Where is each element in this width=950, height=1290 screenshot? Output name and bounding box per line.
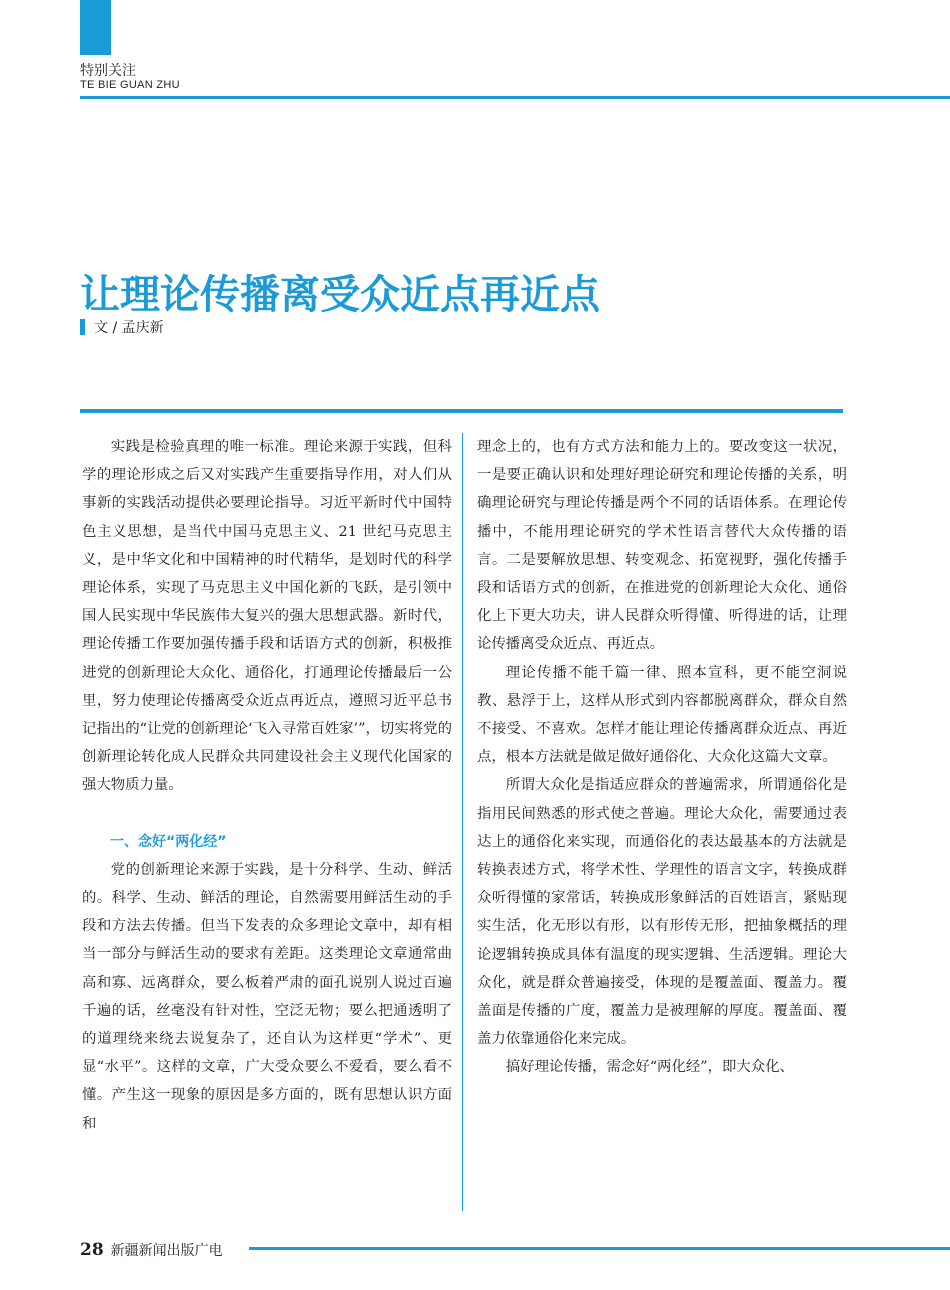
- page-footer: [80, 1240, 223, 1260]
- journal-name: 新疆新闻出版广电: [110, 1243, 223, 1259]
- paragraph: 党的创新理论来源于实践，是十分科学、生动、鲜活的。科学、生动、鲜活的理论，自然需要用鲜活生动的手段和方法去传播。但当下发表的众多理论文章中，却有相当一部分与鲜活生动的要求有差距。这类理论文章通常曲高和寡、远离群众，要么板着严肃的面孔说别人说过百遍千遍的话，丝毫没有针对性，空泛无物；要么把通透明了的道理绕来绕去说复杂了，还自认为这样更“学术”、更显“水平”。这样的文章，广大受众要么不爱看，要么看不懂。产生这一现象的原因是多方面的，既有思想认识方面和: [82, 861, 452, 1132]
- byline: [80, 318, 164, 336]
- right-column: [477, 433, 847, 1082]
- paragraph: 理论传播不能千篇一律、照本宣科，更不能空洞说教、悬浮于上，这样从形式到内容都脱离群众，群众自然不接受、不喜欢。怎样才能让理论传播离群众近点、再近点，根本方法就是做足做好通俗化、大众化这篇大文章。: [477, 664, 847, 766]
- section-label-pinyin: TE BIE GUAN ZHU: [80, 79, 180, 91]
- header-rule: [80, 96, 950, 99]
- article-title: 让理论传播离受众近点再近点: [80, 271, 600, 318]
- byline-marker-icon: [80, 319, 85, 335]
- body-rule: [80, 409, 843, 413]
- byline-author: 文 / 孟庆新: [94, 320, 164, 336]
- footer-rule: [249, 1247, 950, 1250]
- left-column: [82, 433, 452, 1138]
- paragraph: 所谓大众化是指适应群众的普遍需求，所谓通俗化是指用民间熟悉的形式使之普遍。理论大众化，需要通过表达上的通俗化来实现，而通俗化的表达最基本的方法就是转换表述方式，将学术性、学理性的语言文字，转换成群众听得懂的家常话，转换成形象鲜活的百姓语言，紧贴现实生活，化无形以有形，以有形传无形，把抽象概括的理论逻辑转换成具体有温度的现实逻辑、生活逻辑。理论大众化，就是群众普遍接受，体现的是覆盖面、覆盖力。覆盖面是传播的广度，覆盖力是被理解的厚度。覆盖面、覆盖力依靠通俗化来完成。: [477, 777, 847, 1048]
- paragraph: 搞好理论传播，需念好“两化经”，即大众化、: [505, 1059, 794, 1076]
- section-label: 特别关注: [80, 63, 136, 79]
- page-number: 28: [80, 1240, 104, 1260]
- column-divider: [462, 433, 463, 1211]
- section-heading: 一、念好“两化经”: [110, 833, 227, 850]
- paragraph-continued: 理念上的，也有方式方法和能力上的。要改变这一状况，一是要正确认识和处理好理论研究和理论传播的关系，明确理论研究与理论传播是两个不同的话语体系。在理论传播中，不能用理论研究的学术性语言替代大众传播的语言。二是要解放思想、转变观念、拓宽视野，强化传播手段和话语方式的创新，在推进党的创新理论大众化、通俗化上下更大功夫，讲人民群众听得懂、听得进的话，让理论传播离受众近点、再近点。: [477, 439, 847, 653]
- header-color-block: [80, 0, 111, 55]
- paragraph: 实践是检验真理的唯一标准。理论来源于实践，但科学的理论形成之后又对实践产生重要指导作用，对人们从事新的实践活动提供必要理论指导。习近平新时代中国特色主义思想，是当代中国马克思主义、21 世纪马克思主义，是中华文化和中国精神的时代精华，是划时代的科学理论体系，实现了马克思主义中国化新的飞跃，是引领中国人民实现中华民族伟大复兴的强大思想武器。新时代，理论传播工作要加强传播手段和话语方式的创新，积极推进党的创新理论大众化、通俗化，打通理论传播最后一公里，努力使理论传播离受众近点再近点，遵照习近平总书记指出的“让党的创新理论‘飞入寻常百姓家’”，切实将党的创新理论转化成人民群众共同建设社会主义现代化国家的强大物质力量。: [82, 439, 452, 794]
